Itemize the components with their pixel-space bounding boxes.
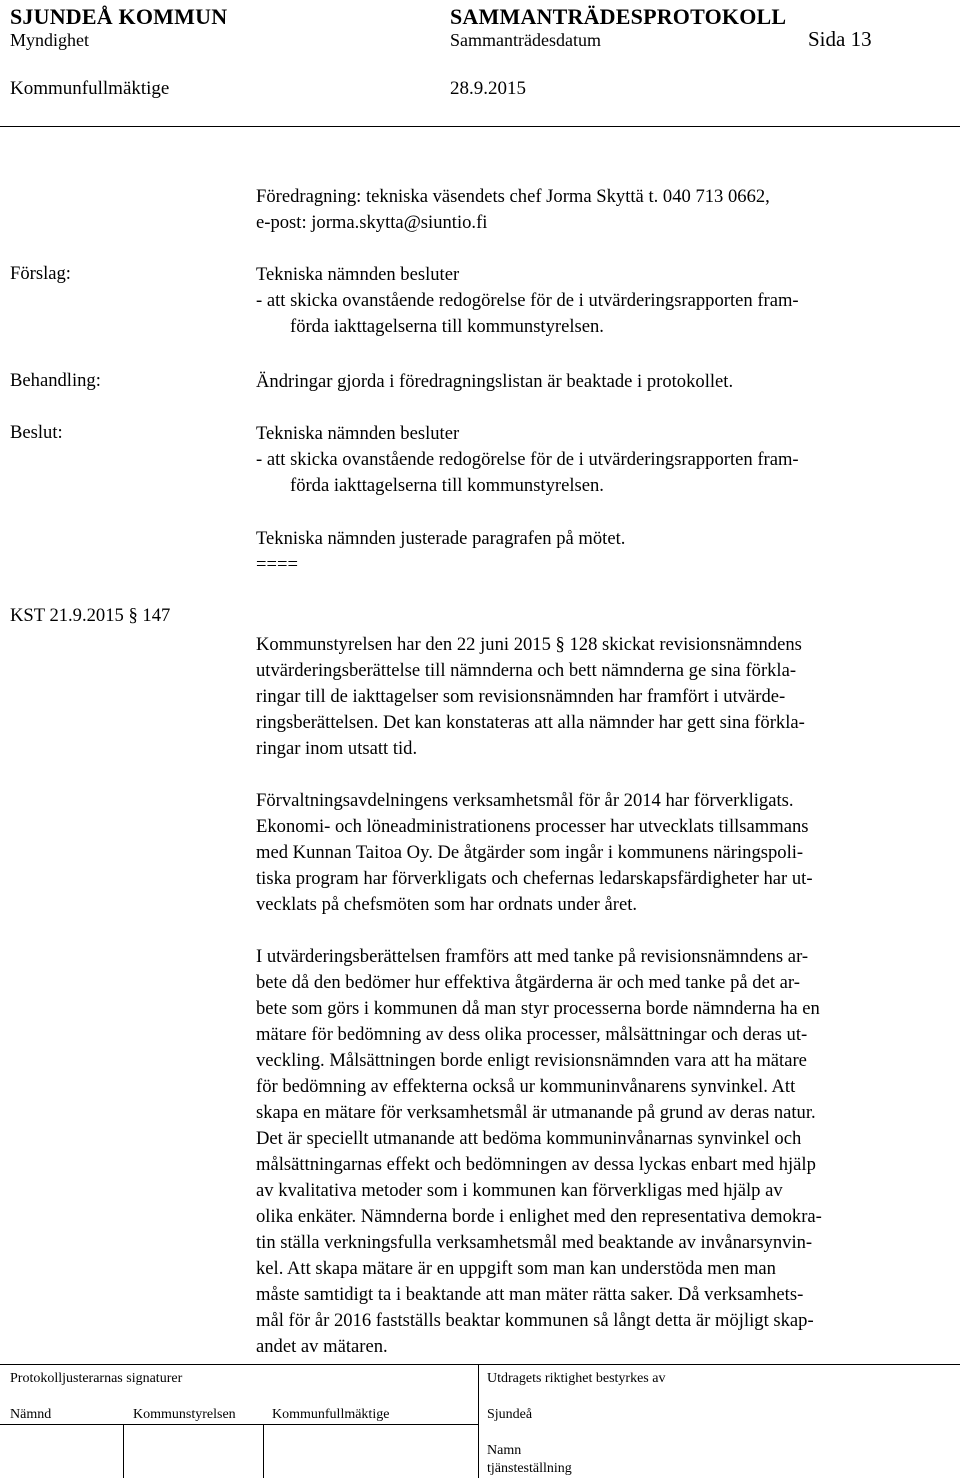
text-line: av kvalitativa metoder som i kommunen kan förverkligas med hjälp av — [256, 1180, 783, 1201]
footer-vertical-divider — [478, 1364, 479, 1478]
name-label: Namn — [487, 1443, 522, 1458]
separator: ==== — [256, 554, 298, 575]
text-line: mål för år 2016 fastställs beaktar kommunen så långt detta är möjligt skap- — [256, 1310, 814, 1331]
proposal-text — [256, 262, 946, 340]
paragraph-3 — [256, 944, 946, 1360]
treatment-label: Behandling: — [10, 370, 101, 391]
text-line: med Kunnan Taitoa Oy. De åtgärder som ingår i kommunens näringspoli- — [256, 842, 804, 863]
signature-kommunstyrelsen: Kommunstyrelsen — [133, 1407, 236, 1422]
kst-reference: KST 21.9.2015 § 147 — [10, 605, 171, 626]
header-divider — [0, 126, 960, 127]
proposal-label: Förslag: — [10, 263, 71, 284]
authority-label: Myndighet — [10, 30, 89, 50]
signature-col-divider — [123, 1424, 124, 1478]
text-line: Föredragning: tekniska väsendets chef Jorma Skyttä t. 040 713 0662, — [256, 186, 770, 207]
text-line: - att skicka ovanstående redogörelse för de i utvärderingsrapporten fram- — [256, 449, 799, 470]
text-line: I utvärderingsberättelsen framförs att med tanke på revisionsnämndens ar- — [256, 946, 809, 967]
text-line: förda iakttagelserna till kommunstyrelsen. — [290, 475, 604, 496]
text-line: utvärderingsberättelse till nämnderna och bett nämnderna ge sina förkla- — [256, 660, 797, 681]
text-line: vecklats på chefsmöten som har ordnats under året. — [256, 894, 638, 915]
text-line: Det är speciellt utmanande att bedöma kommuninvånarnas synvinkel och — [256, 1128, 802, 1149]
text-line: bete som görs i kommunen då man styr processerna borde nämnderna ha en — [256, 998, 820, 1019]
presentation-block — [256, 184, 946, 236]
date-label: Sammanträdesdatum — [450, 30, 601, 50]
organization-name: SJUNDEÅ KOMMUN — [10, 4, 228, 29]
text-line: Tekniska nämnden besluter — [256, 423, 460, 444]
adjusted-text: Tekniska nämnden justerade paragrafen på mötet. — [256, 528, 626, 549]
meeting-date: 28.9.2015 — [450, 78, 526, 99]
text-line: bete då den bedömer hur effektiva åtgärderna är och med tanke på det ar- — [256, 972, 800, 993]
document-type: SAMMANTRÄDESPROTOKOLL — [450, 4, 787, 29]
text-line: Ekonomi- och löneadministrationens processer har utvecklats tillsammans — [256, 816, 809, 837]
place-name: Sjundeå — [487, 1407, 533, 1422]
paragraph-1 — [256, 632, 946, 762]
position-label: tjänsteställning — [487, 1461, 572, 1476]
signature-kommunfullmaktige: Kommunfullmäktige — [272, 1407, 390, 1422]
text-line: olika enkäter. Nämnderna borde i enlighet med den representativa demokra- — [256, 1206, 822, 1227]
decision-text — [256, 421, 946, 499]
text-line: Kommunstyrelsen har den 22 juni 2015 § 128 skickat revisionsnämndens — [256, 634, 802, 655]
text-line: ringsberättelsen. Det kan konstateras att alla nämnder har gett sina förkla- — [256, 712, 805, 733]
text-line: skapa en mätare för verksamhetsmål är utmanande på grund av deras natur. — [256, 1102, 816, 1123]
text-line: Förvaltningsavdelningens verksamhetsmål för år 2014 har förverkligats. — [256, 790, 794, 811]
text-line: tin ställa verkningsfulla verksamhetsmål med beaktande av invånarsynvin- — [256, 1232, 813, 1253]
text-line: andet av mätaren. — [256, 1336, 388, 1357]
text-line: kel. Att skapa mätare är en uppgift som man kan understöda men man — [256, 1258, 776, 1279]
signature-row-line — [0, 1424, 478, 1425]
signature-col-divider — [263, 1424, 264, 1478]
text-line: - att skicka ovanstående redogörelse för de i utvärderingsrapporten fram- — [256, 290, 799, 311]
text-line: veckling. Målsättningen borde enligt revisionsnämnden vara att ha mätare — [256, 1050, 807, 1071]
text-line: målsättningarnas effekt och bedömningen av dessa lyckas enbart med hjälp — [256, 1154, 816, 1175]
text-line: tiska program har förverkligats och chefernas ledarskapsfärdigheter har ut- — [256, 868, 813, 889]
text-line: Tekniska nämnden besluter — [256, 264, 460, 285]
text-line: för bedömning av effekterna också ur kommuninvånarens synvinkel. Att — [256, 1076, 796, 1097]
decision-label: Beslut: — [10, 422, 63, 443]
text-line: e-post: jorma.skytta@siuntio.fi — [256, 212, 488, 233]
signatures-label: Protokolljusterarnas signaturer — [10, 1371, 183, 1386]
page-number: Sida 13 — [808, 27, 872, 51]
committee-label: Nämnd — [10, 1407, 52, 1422]
authority-name: Kommunfullmäktige — [10, 78, 170, 99]
extract-label: Utdragets riktighet bestyrkes av — [487, 1371, 666, 1386]
footer-divider — [0, 1364, 960, 1365]
text-line: mätare för bedömning av dess olika processer, målsättningar och deras ut- — [256, 1024, 808, 1045]
text-line: måste samtidigt ta i beaktande att man mäter rätta saker. Då verksamhets- — [256, 1284, 804, 1305]
treatment-text: Ändringar gjorda i föredragningslistan är beaktade i protokollet. — [256, 371, 734, 392]
text-line: ringar till de iakttagelser som revisionsnämnden har framfört i utvärde- — [256, 686, 786, 707]
text-line: ringar inom utsatt tid. — [256, 738, 418, 759]
text-line: förda iakttagelserna till kommunstyrelsen. — [290, 316, 604, 337]
paragraph-2 — [256, 788, 946, 918]
